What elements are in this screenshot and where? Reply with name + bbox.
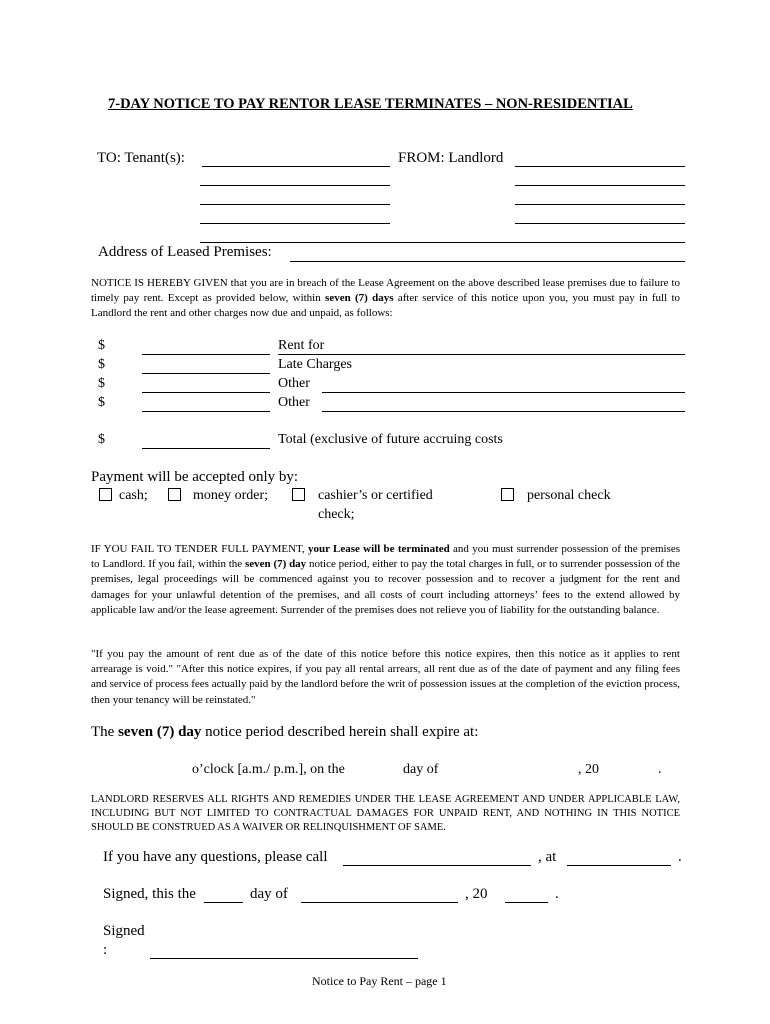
landlord-line-4[interactable]	[515, 223, 685, 224]
total-amount-line[interactable]	[142, 448, 270, 449]
fail-paragraph: IF YOU FAIL TO TENDER FULL PAYMENT, your Lease will be terminated and you must surrender possession of the premises to Landlord. If you fail, within the seven (7) day notice period, either to pay the total charges in full, or to surrender possession of the premises, legal proceedings will be commenced against you to recover possession and to recover a judgment for the rent and damages for your unlawful detention of the premises, and all costs of court including attorneys’ fees to the extend allowed by applicable law and/or the lease agreement. Surrender of the premises does not relieve you of liability for the outstanding balance.	[91, 543, 681, 616]
currency-sign-2: $	[98, 357, 105, 372]
tenant-line-1[interactable]	[202, 166, 390, 167]
currency-sign-1: $	[98, 338, 105, 353]
rent-amount-line[interactable]	[142, 354, 270, 355]
to-tenant-label: TO: Tenant(s):	[97, 150, 185, 166]
signed-year-label: , 20	[465, 886, 488, 902]
reinstatement-paragraph: "If you pay the amount of rent due as of the date of this notice before this notice expires, then this notice as it applies to rent arrearage is void." "After this notice expires, if you pay all rental arrears, all rent due as of the date of payment and any filing fees and service of process fees actually paid by the landlord before the writ of possession issues at the completion of the eviction process, then your tenancy will be reinstated."	[91, 648, 680, 706]
other1-amount-line[interactable]	[142, 392, 270, 393]
landlord-line-3[interactable]	[515, 204, 685, 205]
cashiers-check-label-1: cashier’s or certified	[318, 488, 433, 503]
signed-day-of-label: day of	[250, 886, 288, 902]
signed-year-line[interactable]	[505, 902, 548, 903]
signed-day-line[interactable]	[204, 902, 243, 903]
rent-for-line[interactable]	[278, 354, 685, 355]
landlord-line-2[interactable]	[515, 185, 685, 186]
signed-this-label: Signed, this the	[103, 886, 196, 902]
other-label-2: Other	[278, 395, 310, 410]
expire-year-label: , 20	[578, 762, 599, 777]
signed-period: .	[555, 886, 559, 902]
money-order-checkbox[interactable]	[168, 488, 181, 501]
cash-checkbox[interactable]	[99, 488, 112, 501]
other-label-1: Other	[278, 376, 310, 391]
signed-colon: :	[103, 942, 108, 958]
late-amount-line[interactable]	[142, 373, 270, 374]
phone-number-line[interactable]	[567, 865, 671, 866]
reserves-paragraph: LANDLORD RESERVES ALL RIGHTS AND REMEDIES UNDER THE LEASE AGREEMENT AND UNDER APPLICABLE LAW, INCLUDING BUT NOT LIMITED TO CONTRACTUAL DAMAGES FOR UNPAID RENT, AND NOTHING IN THIS NOTICE SHOULD BE CONSTRUED AS A WAIVER OR RELINQUISHMENT OF SAME.	[91, 794, 680, 833]
late-charges-label: Late Charges	[278, 357, 352, 372]
personal-check-checkbox[interactable]	[501, 488, 514, 501]
page-footer: Notice to Pay Rent – page 1	[312, 974, 447, 988]
questions-period: .	[678, 849, 682, 865]
signature-line[interactable]	[150, 958, 418, 959]
other-desc-line-1[interactable]	[322, 392, 685, 393]
address-label: Address of Leased Premises:	[98, 244, 272, 260]
tenant-line-2[interactable]	[200, 185, 390, 186]
cashiers-check-checkbox[interactable]	[292, 488, 305, 501]
signed-label: Signed	[103, 923, 145, 939]
notice-paragraph: NOTICE IS HEREBY GIVEN that you are in breach of the Lease Agreement on the above described lease premises due to failure to timely pay rent. Except as provided below, within seven (7) days after service of this notice upon you, you must pay in full to Landlord the rent and other charges now due and unpaid, as follows:	[91, 277, 681, 320]
tenant-line-3[interactable]	[200, 204, 390, 205]
phone-contact-line[interactable]	[343, 865, 531, 866]
separator-line	[200, 242, 685, 243]
questions-label: If you have any questions, please call	[103, 849, 328, 865]
other2-amount-line[interactable]	[142, 411, 270, 412]
questions-at-label: , at	[538, 849, 557, 865]
total-label: Total (exclusive of future accruing costs	[278, 432, 503, 447]
expire-period: .	[658, 762, 662, 777]
page-title: 7-DAY NOTICE TO PAY RENTOR LEASE TERMINATES – NON-RESIDENTIAL	[108, 96, 633, 112]
expire-day-of-label: day of	[403, 762, 439, 777]
signed-month-line[interactable]	[301, 902, 458, 903]
money-order-label: money order;	[193, 488, 269, 503]
currency-sign-total: $	[98, 432, 105, 447]
other-desc-line-2[interactable]	[322, 411, 685, 412]
cash-label: cash;	[119, 488, 148, 503]
address-line[interactable]	[290, 261, 685, 262]
currency-sign-3: $	[98, 376, 105, 391]
from-landlord-label: FROM: Landlord	[398, 150, 504, 166]
expire-statement: The seven (7) day notice period described herein shall expire at:	[91, 724, 479, 740]
currency-sign-4: $	[98, 395, 105, 410]
tenant-line-4[interactable]	[200, 223, 390, 224]
oclock-label: o’clock [a.m./ p.m.], on the	[192, 762, 345, 777]
landlord-line-1[interactable]	[515, 166, 685, 167]
payment-label: Payment will be accepted only by:	[91, 469, 299, 485]
personal-check-label: personal check	[527, 488, 611, 503]
cashiers-check-label-2: check;	[318, 507, 355, 522]
rent-for-label: Rent for	[278, 338, 325, 353]
